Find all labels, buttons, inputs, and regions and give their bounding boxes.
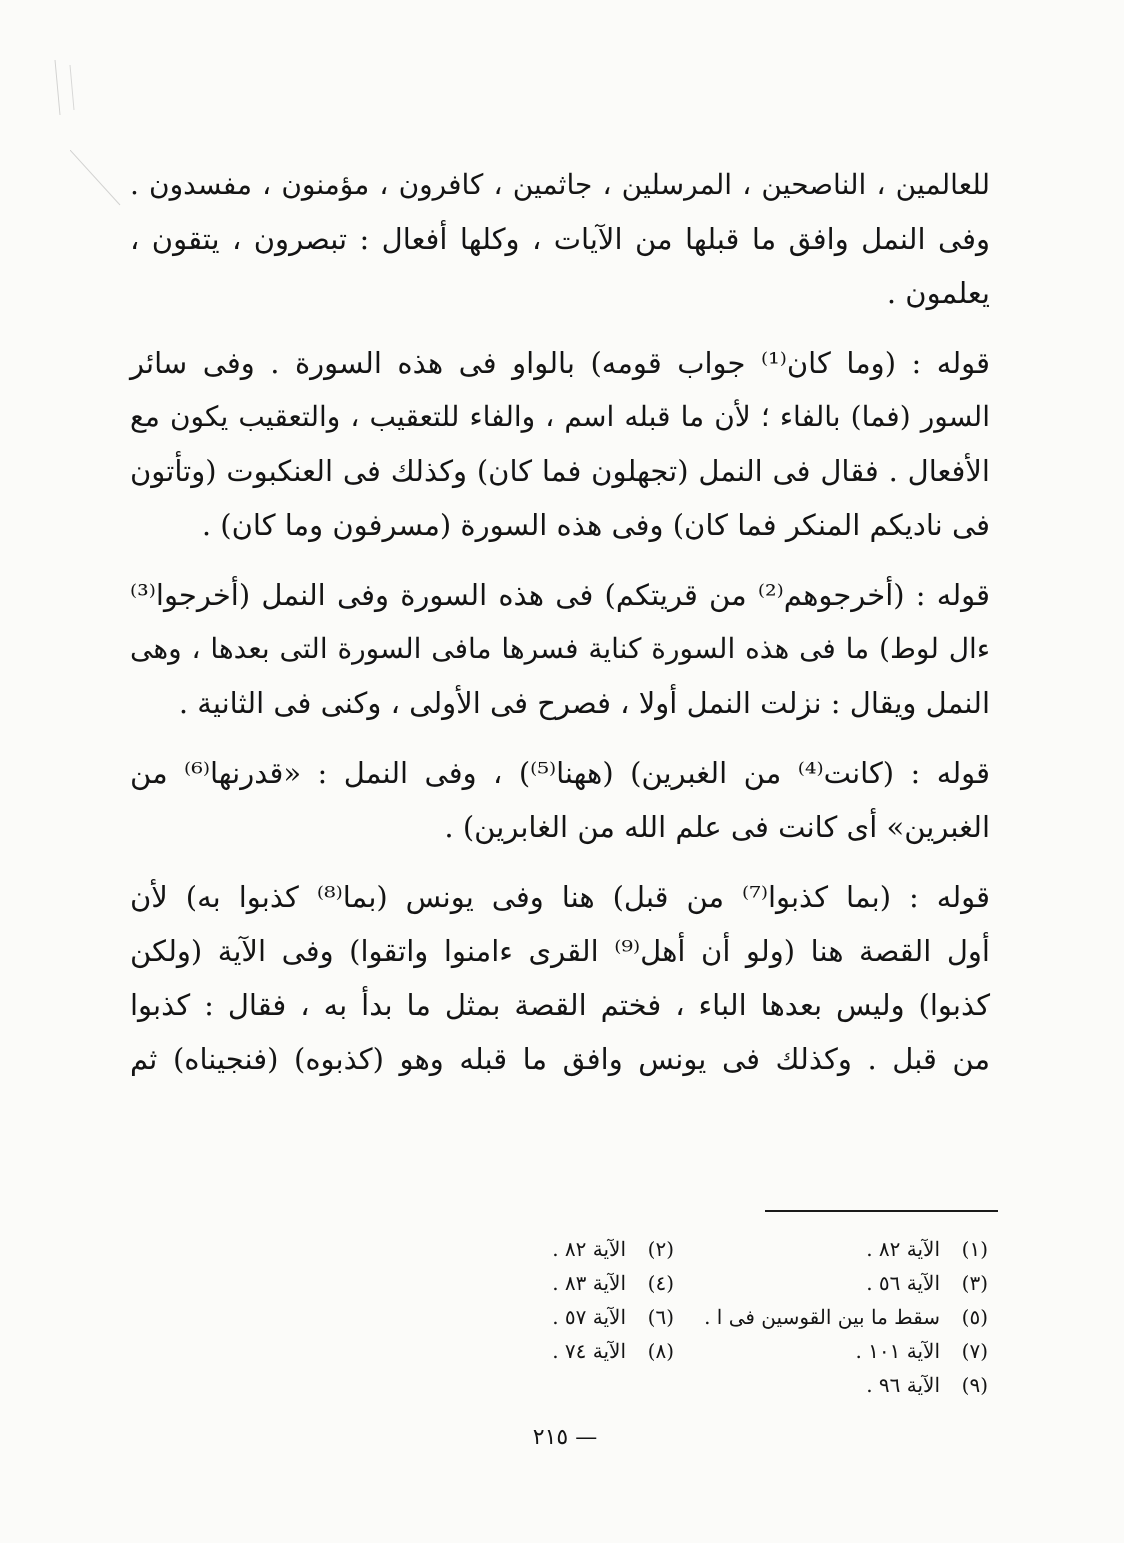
footnote-number: (٦) bbox=[647, 1305, 674, 1329]
footnote bbox=[674, 1334, 988, 1368]
footnote bbox=[360, 1334, 674, 1368]
footnote-text: الآية ٥٧ . bbox=[552, 1305, 626, 1329]
text-line: قوله : (كانت⁽⁴⁾ من الغبرين) (ههنا⁽⁵⁾) ، وفى النمل : «قدرنها⁽⁶⁾ من bbox=[130, 756, 990, 790]
text-line: الأفعال . فقال فى النمل (تجهلون فما كان) وكذلك فى العنكبوت (وتأتون bbox=[130, 454, 990, 488]
footnote-number: (٧) bbox=[961, 1339, 988, 1363]
paragraph bbox=[130, 568, 990, 730]
page-number: — ٢١٥ bbox=[532, 1425, 598, 1450]
footnote-number: (٤) bbox=[647, 1271, 674, 1295]
footnote bbox=[674, 1300, 988, 1334]
text-line: كذبوا) وليس بعدها الباء ، فختم القصة بمثل ما بدأ به ، فقال : كذبوا bbox=[130, 988, 990, 1022]
text-line: وفى النمل وافق ما قبلها من الآيات ، وكلها أفعال : تبصرون ، يتقون ، bbox=[130, 222, 990, 256]
footnote-number: (١) bbox=[961, 1237, 988, 1261]
text-line: ءال لوط) ما فى هذه السورة كناية فسرها مافى السورة التى بعدها ، وهى bbox=[130, 632, 990, 665]
footnote-number: (٩) bbox=[961, 1373, 988, 1397]
footnote-number: (٨) bbox=[647, 1339, 674, 1363]
footnote-text: الآية ٩٦ . bbox=[866, 1373, 940, 1397]
text-line: قوله : (بما كذبوا⁽⁷⁾ من قبل) هنا وفى يونس (بما⁽⁸⁾ كذبوا به) لأن bbox=[130, 880, 990, 914]
footnote-text: الآية ٨٢ . bbox=[866, 1237, 940, 1261]
footnote-number: (٥) bbox=[961, 1305, 988, 1329]
footnote bbox=[360, 1266, 674, 1300]
footnote-text: الآية ٨٢ . bbox=[552, 1237, 626, 1261]
footnote-text: الآية ٧٤ . bbox=[552, 1339, 626, 1363]
footnote-number: (٣) bbox=[961, 1271, 988, 1295]
footnote bbox=[360, 1300, 674, 1334]
footnote bbox=[674, 1232, 988, 1266]
paragraph bbox=[130, 158, 990, 320]
footnote bbox=[674, 1368, 988, 1402]
footnote-text: سقط ما بين القوسين فى ا . bbox=[704, 1305, 940, 1329]
paragraph bbox=[130, 336, 990, 552]
footnote-text: الآية ٥٦ . bbox=[866, 1271, 940, 1295]
text-line: أول القصة هنا (ولو أن أهل⁽⁹⁾ القرى ءامنوا واتقوا) وفى الآية (ولكن bbox=[130, 934, 990, 968]
scan-artifact bbox=[50, 60, 90, 120]
main-text bbox=[130, 158, 990, 1086]
footnote-text: الآية ١٠١ . bbox=[855, 1339, 940, 1363]
text-line: للعالمين ، الناصحين ، المرسلين ، جاثمين ، كافرون ، مؤمنون ، مفسدون . bbox=[130, 168, 990, 201]
text-line: قوله : (أخرجوهم⁽²⁾ من قريتكم) فى هذه السورة وفى النمل (أخرجوا⁽³⁾ bbox=[130, 578, 991, 612]
footnote-text: الآية ٨٣ . bbox=[552, 1271, 626, 1295]
scan-artifact bbox=[70, 150, 130, 210]
text-line: السور (فما) بالفاء ؛ لأن ما قبله اسم ، والفاء للتعقيب ، والتعقيب يكون مع bbox=[130, 400, 990, 433]
paragraph bbox=[130, 870, 990, 1086]
paragraph bbox=[130, 746, 990, 854]
text-line: النمل ويقال : نزلت النمل أولا ، فصرح فى الأولى ، وكنى فى الثانية . bbox=[178, 686, 990, 720]
footnote bbox=[674, 1266, 988, 1300]
text-line: الغبرين» أى كانت فى علم الله من الغابرين) . bbox=[444, 810, 990, 844]
text-line: يعلمون . bbox=[886, 276, 990, 310]
footnote-number: (٢) bbox=[647, 1237, 674, 1261]
footnote-divider bbox=[765, 1210, 998, 1212]
footnotes bbox=[360, 1232, 988, 1402]
text-line: فى ناديكم المنكر فما كان) وفى هذه السورة (مسرفون وما كان) . bbox=[201, 508, 990, 542]
text-line: من قبل . وكذلك فى يونس وافق ما قبله وهو (كذبوه) (فنجيناه) ثم bbox=[130, 1042, 990, 1076]
footnote bbox=[360, 1232, 674, 1266]
text-line: قوله : (وما كان⁽¹⁾ جواب قومه) بالواو فى هذه السورة . وفى سائر bbox=[130, 346, 991, 380]
